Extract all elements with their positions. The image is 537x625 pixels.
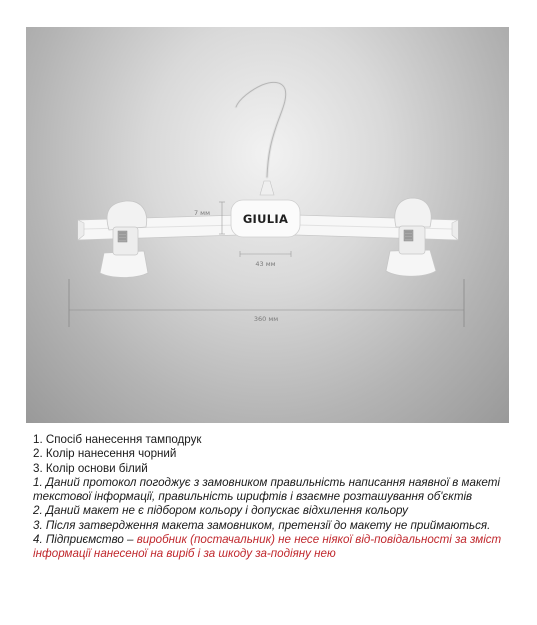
total-width-dimension-label: 360 мм — [253, 315, 279, 323]
note-liability — [33, 533, 503, 562]
note-no-claims: 3. Після затвердження макета замовником, претензії до макету не приймаються. — [33, 518, 491, 532]
height-dimension-label: 7 мм — [193, 209, 210, 217]
logo-text: GIULIA — [242, 212, 289, 226]
note-base-color: 3. Колір основи білий — [33, 461, 148, 475]
note-color-deviation: 2. Даний макет не є підбором кольору і допускає відхилення кольору — [33, 504, 408, 518]
note-liability-warning: виробник (постачальник) не несе ніякої від-повідальності за зміст інформації нанесеної на виріб і за шкоду за-подіяну нею — [33, 533, 502, 561]
total-width-dimension — [69, 279, 464, 327]
note-application-method: 1. Спосіб нанесення тамподрук — [33, 433, 202, 446]
hanger-illustration — [26, 27, 509, 423]
specification-notes — [33, 433, 503, 562]
hook-base — [260, 181, 274, 195]
note-protocol-approval: 1. Даний протокол погоджує з замовником правильність написання наявної в макеті текстової інформації, правильність шрифтів і взаємне розташування об'єктів — [33, 475, 500, 504]
note-print-color: 2. Колір нанесення чорний — [33, 447, 177, 461]
logo-width-dimension — [240, 251, 291, 268]
product-mockup-photo — [26, 27, 509, 423]
note-liability-prefix: 4. Підприємство – — [33, 533, 137, 547]
logo-width-dimension-label: 43 мм — [255, 260, 276, 268]
